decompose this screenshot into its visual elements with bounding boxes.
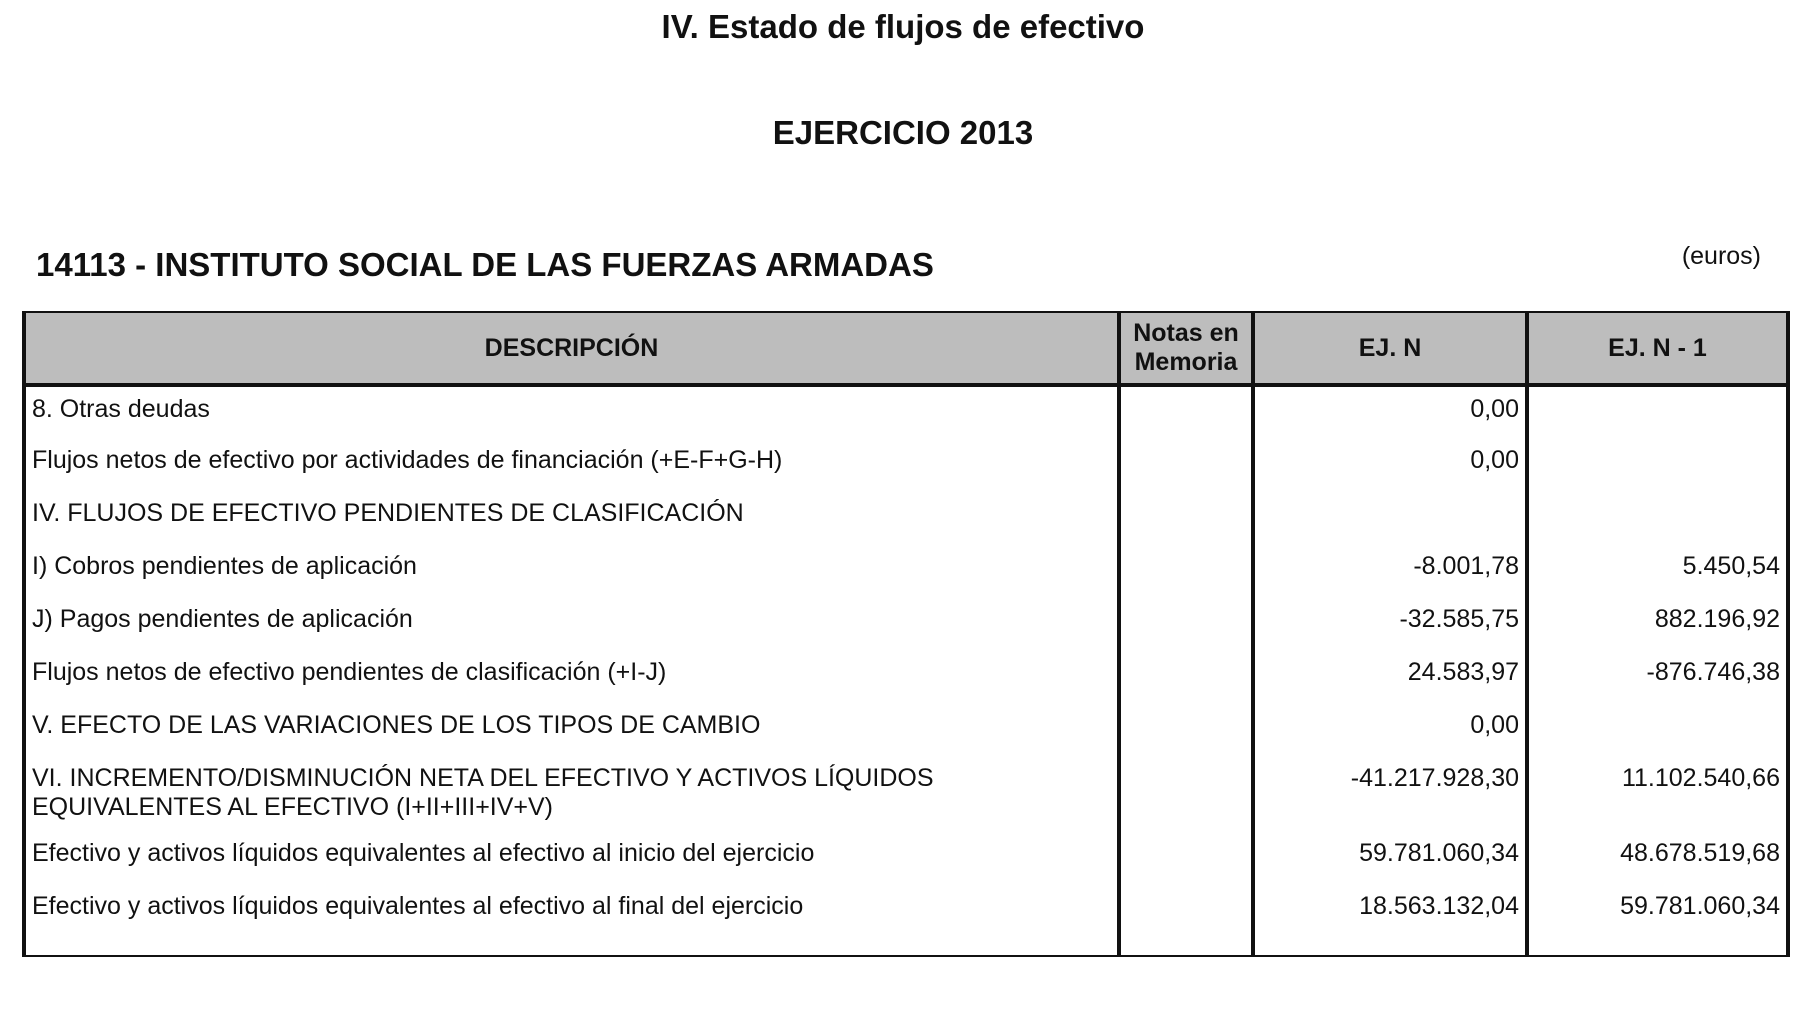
row-previous-value bbox=[1527, 438, 1788, 491]
row-notes bbox=[1119, 884, 1253, 956]
table-row bbox=[24, 544, 1788, 597]
row-current-value: 18.563.132,04 bbox=[1253, 884, 1527, 956]
row-description: VI. INCREMENTO/DISMINUCIÓN NETA DEL EFECTIVO Y ACTIVOS LÍQUIDOS EQUIVALENTES AL EFECTIVO (I+II+III+IV+V) bbox=[24, 756, 1119, 831]
row-notes bbox=[1119, 831, 1253, 884]
row-current-value: 0,00 bbox=[1253, 385, 1527, 438]
row-current-value: 0,00 bbox=[1253, 438, 1527, 491]
row-notes bbox=[1119, 703, 1253, 756]
row-previous-value: 5.450,54 bbox=[1527, 544, 1788, 597]
header-notes: Notas en Memoria bbox=[1119, 312, 1253, 385]
row-previous-value bbox=[1527, 385, 1788, 438]
currency-units: (euros) bbox=[1681, 242, 1761, 270]
row-notes bbox=[1119, 597, 1253, 650]
row-current-value: 0,00 bbox=[1253, 703, 1527, 756]
row-previous-value: 11.102.540,66 bbox=[1527, 756, 1788, 831]
table-row bbox=[24, 884, 1788, 956]
row-current-value: -8.001,78 bbox=[1253, 544, 1527, 597]
table-row bbox=[24, 703, 1788, 756]
header-description: DESCRIPCIÓN bbox=[24, 312, 1119, 385]
header-current-year: EJ. N bbox=[1253, 312, 1527, 385]
row-description: I) Cobros pendientes de aplicación bbox=[24, 544, 1119, 597]
row-description: Flujos netos de efectivo por actividades de financiación (+E-F+G-H) bbox=[24, 438, 1119, 491]
row-notes bbox=[1119, 385, 1253, 438]
entity-name: 14113 - INSTITUTO SOCIAL DE LAS FUERZAS ARMADAS bbox=[36, 246, 934, 283]
table-row bbox=[24, 831, 1788, 884]
row-previous-value bbox=[1527, 703, 1788, 756]
row-description: J) Pagos pendientes de aplicación bbox=[24, 597, 1119, 650]
table-row bbox=[24, 438, 1788, 491]
table-row bbox=[24, 756, 1788, 831]
row-previous-value: 59.781.060,34 bbox=[1527, 884, 1788, 956]
row-previous-value bbox=[1527, 491, 1788, 544]
cash-flow-table bbox=[22, 311, 1790, 957]
row-current-value: -32.585,75 bbox=[1253, 597, 1527, 650]
row-description: Efectivo y activos líquidos equivalentes al efectivo al final del ejercicio bbox=[24, 884, 1119, 956]
table-header-row bbox=[24, 312, 1788, 385]
row-previous-value: 882.196,92 bbox=[1527, 597, 1788, 650]
row-notes bbox=[1119, 544, 1253, 597]
row-description: Efectivo y activos líquidos equivalentes al efectivo al inicio del ejercicio bbox=[24, 831, 1119, 884]
document-subtitle: EJERCICIO 2013 bbox=[772, 114, 1034, 151]
row-description: 8. Otras deudas bbox=[24, 385, 1119, 438]
header-previous-year: EJ. N - 1 bbox=[1527, 312, 1788, 385]
row-description: IV. FLUJOS DE EFECTIVO PENDIENTES DE CLASIFICACIÓN bbox=[24, 491, 1119, 544]
document-title: IV. Estado de flujos de efectivo bbox=[661, 8, 1145, 45]
table-row bbox=[24, 650, 1788, 703]
row-notes bbox=[1119, 438, 1253, 491]
row-previous-value: 48.678.519,68 bbox=[1527, 831, 1788, 884]
row-current-value: -41.217.928,30 bbox=[1253, 756, 1527, 831]
row-current-value bbox=[1253, 491, 1527, 544]
row-notes bbox=[1119, 650, 1253, 703]
row-current-value: 24.583,97 bbox=[1253, 650, 1527, 703]
table-row bbox=[24, 597, 1788, 650]
row-previous-value: -876.746,38 bbox=[1527, 650, 1788, 703]
table-row bbox=[24, 385, 1788, 438]
row-notes bbox=[1119, 756, 1253, 831]
row-current-value: 59.781.060,34 bbox=[1253, 831, 1527, 884]
row-description: V. EFECTO DE LAS VARIACIONES DE LOS TIPOS DE CAMBIO bbox=[24, 703, 1119, 756]
row-notes bbox=[1119, 491, 1253, 544]
row-description: Flujos netos de efectivo pendientes de clasificación (+I-J) bbox=[24, 650, 1119, 703]
table-row bbox=[24, 491, 1788, 544]
